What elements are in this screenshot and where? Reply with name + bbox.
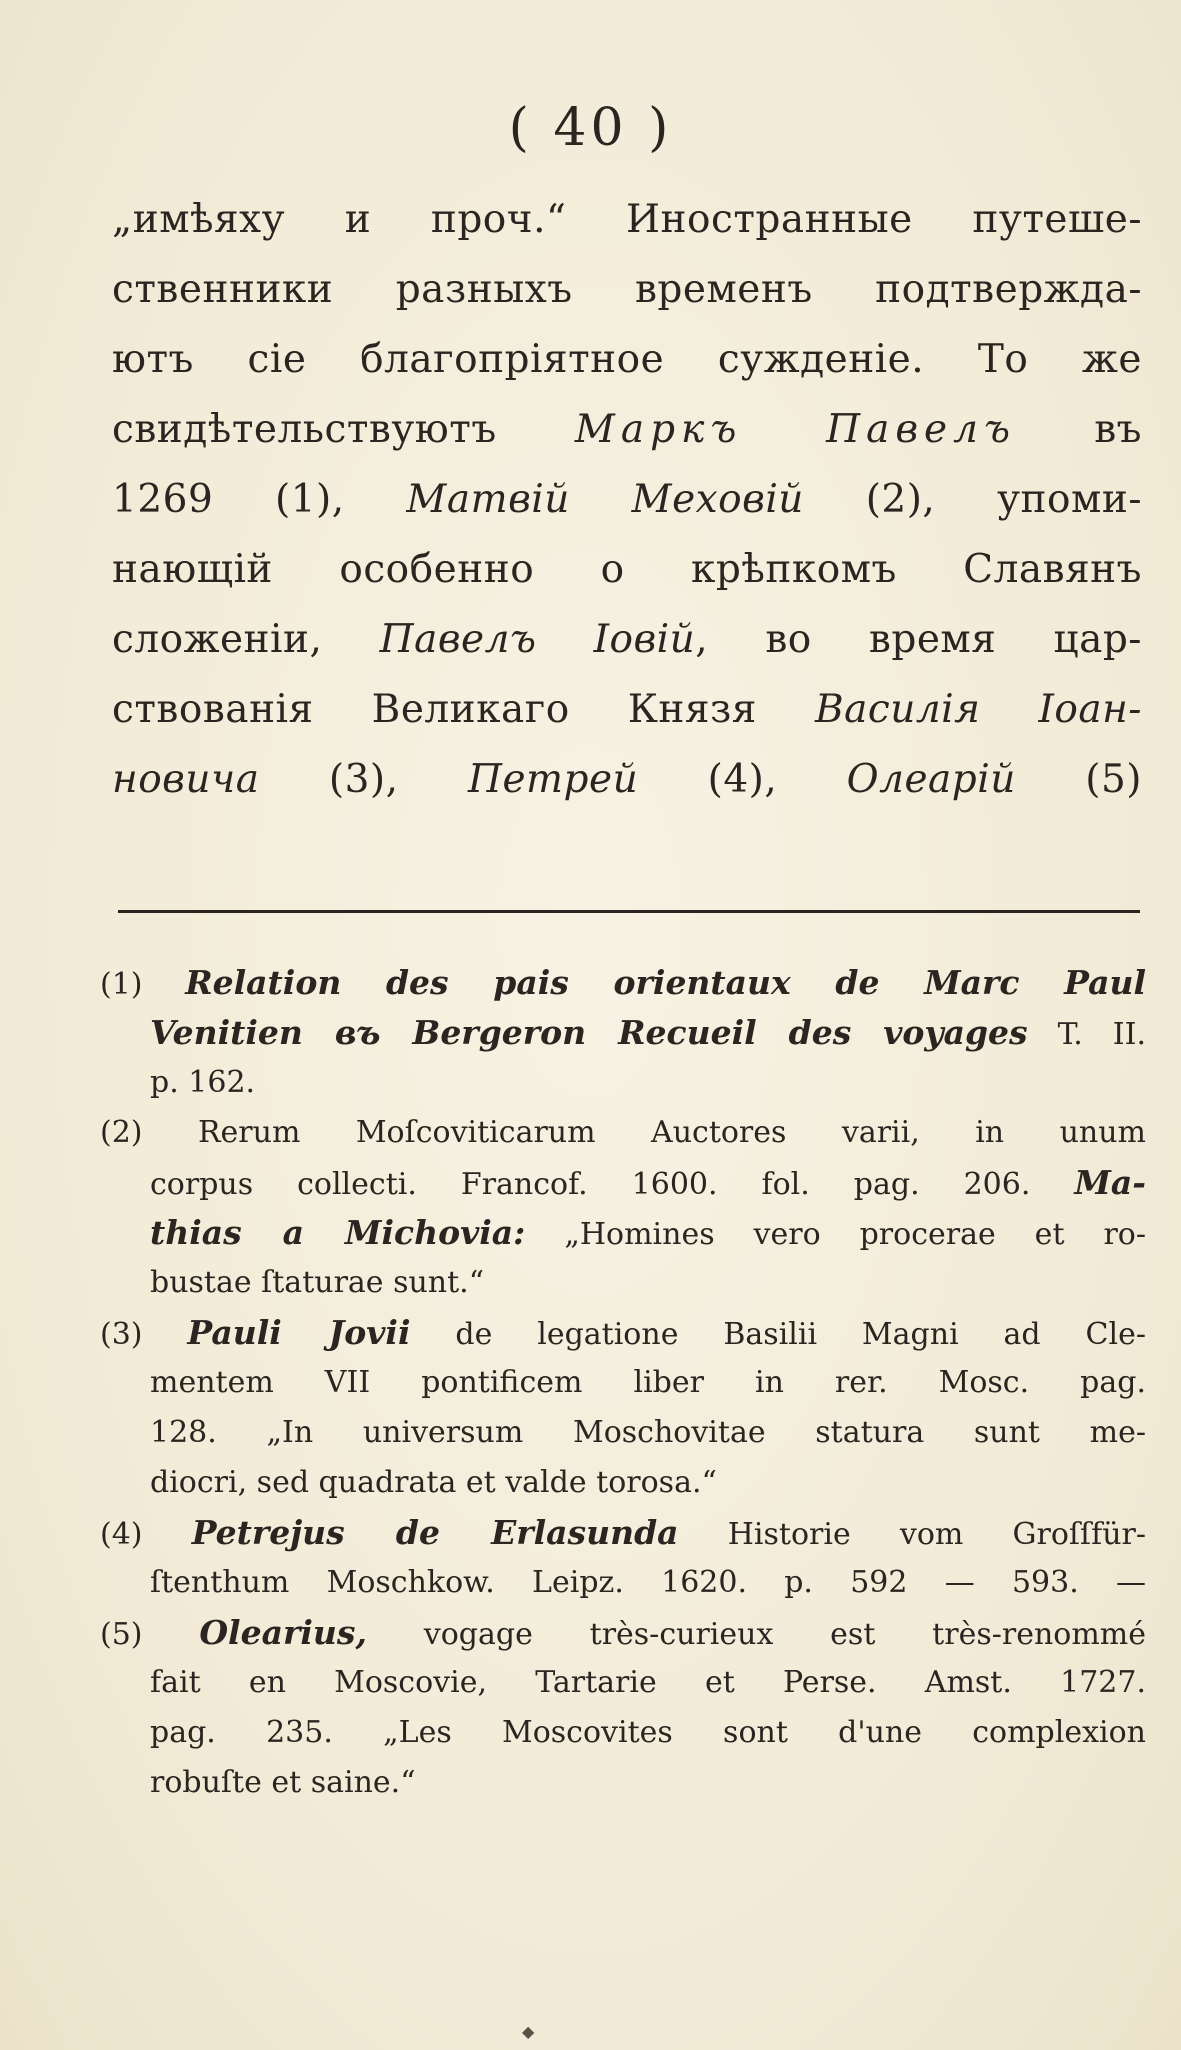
text-run: corpus collecti. Francof. 1600. fol. pag. 206.	[150, 1167, 1031, 1202]
text-run: сложеніи,	[112, 617, 323, 662]
name-pavel-iovii: Павелъ Іовій	[379, 617, 696, 662]
footnote-1-line	[100, 1008, 1146, 1058]
footnote-3-line: diocri, sed quadrata et valde torosa.“	[150, 1465, 717, 1500]
name-olearii: Олеарій	[846, 757, 1016, 802]
footnote-4-line	[100, 1508, 1146, 1558]
text-run: Historie vom Groſſfür-	[727, 1517, 1146, 1552]
footnote-2-line: bustae ſtaturae sunt.“	[150, 1265, 485, 1300]
text-run: de legatione Basilii Magni ad Cle-	[455, 1317, 1146, 1352]
footnote-3-line: mentem VII pontificem liber in rer. Mosc. pag.	[150, 1365, 1146, 1400]
main-line	[112, 465, 1142, 535]
footnote-1-line	[100, 958, 1146, 1008]
footnote-number: (5)	[100, 1617, 143, 1652]
footnote-5-line: robuſte et saine.“	[150, 1765, 416, 1800]
text-run: T. II.	[1057, 1017, 1146, 1052]
footnote-3-line: 128. „In universum Moschovitae statura sunt me-	[150, 1415, 1146, 1450]
ornament-icon: ◆	[522, 2022, 535, 2041]
name-marco-polo: Маркъ Павелъ	[574, 407, 1016, 452]
text-run: ствованія Великаго Князя	[112, 687, 757, 732]
text-run: (4),	[707, 757, 778, 802]
main-line: ютъ сіе благопріятное сужденіе. То же	[112, 337, 1142, 382]
footnote-number: (4)	[100, 1517, 143, 1552]
main-line	[112, 605, 1142, 675]
footnote-4-line: ſtenthum Moschkow. Leipz. 1620. p. 592 — 593. —	[150, 1565, 1146, 1600]
text-run: (3),	[328, 757, 399, 802]
footnote-3-line	[100, 1308, 1146, 1358]
main-text	[112, 185, 1142, 815]
text-run: , во время цар-	[695, 617, 1142, 662]
text-run: въ	[1094, 407, 1142, 452]
text-run: Pauli Jovii	[187, 1313, 411, 1352]
main-line: ственники разныхъ временъ подтвержда-	[112, 267, 1142, 312]
text-run: (2), упоми-	[865, 477, 1143, 522]
footnote-5-line: fait en Moscovie, Tartarie et Perse. Amst. 1727.	[150, 1665, 1146, 1700]
text-run: свидѣтельствуютъ	[112, 407, 497, 452]
name-petrei: Петрей	[467, 757, 639, 802]
text-run: „Homines vero procerae et ro-	[564, 1217, 1146, 1252]
footnote-number: (1)	[100, 967, 143, 1002]
text-run: (5)	[1085, 757, 1143, 802]
footnote-2-line	[100, 1158, 1146, 1208]
text-run: Ma-	[1074, 1163, 1146, 1202]
text-run: Venitien въ Bergeron Recueil des voyages	[150, 1013, 1028, 1052]
footnote-divider	[118, 910, 1140, 913]
main-line	[112, 745, 1142, 815]
page-number: ( 40 )	[508, 98, 673, 158]
footnote-2-line: (2) Rerum Moſcoviticarum Auctores varii, in unum	[100, 1115, 1146, 1150]
footnote-5-line	[100, 1608, 1146, 1658]
main-line	[112, 395, 1142, 465]
text-run: Relation des pais orientaux de Marc Paul	[185, 963, 1146, 1002]
text-run: vogage très-curieux est très-renommé	[423, 1617, 1146, 1652]
main-line: „имѣяху и проч.“ Иностранные путеше-	[112, 197, 1142, 242]
text-run: Petrejus de Erlasunda	[191, 1513, 679, 1552]
text-run: thias a Michovia:	[150, 1213, 526, 1252]
main-line: нающій особенно о крѣпкомъ Славянъ	[112, 547, 1142, 592]
footnotes	[100, 958, 1146, 1808]
text-run: 1269 (1),	[112, 477, 345, 522]
main-line	[112, 675, 1142, 745]
footnote-number: (3)	[100, 1317, 143, 1352]
text-run: новича	[112, 757, 260, 802]
name-matvei-mekhovii: Матвій Меховій	[406, 477, 804, 522]
footnote-2-line	[100, 1208, 1146, 1258]
footnote-5-line: pag. 235. „Les Moscovites sont d'une complexion	[150, 1715, 1146, 1750]
text-run: Olearius,	[199, 1613, 367, 1652]
footnote-1-line: p. 162.	[150, 1065, 256, 1100]
name-vasilii-ioannovich: Василія Іоан-	[814, 687, 1142, 732]
